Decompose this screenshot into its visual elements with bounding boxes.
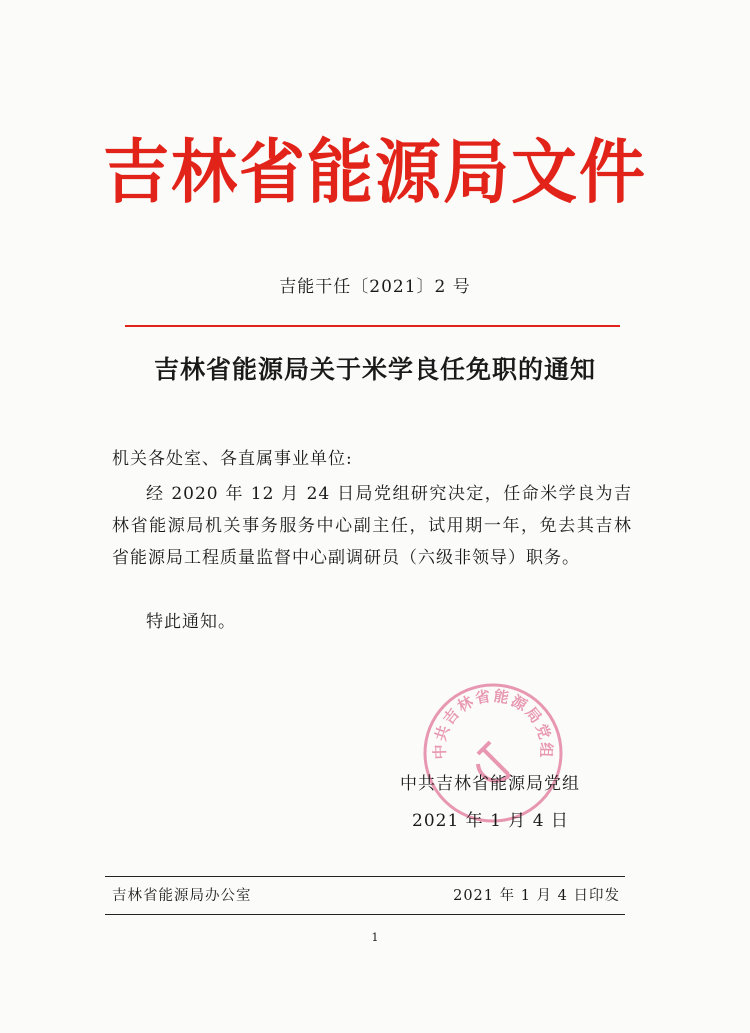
page-number: 1 <box>371 931 379 944</box>
print-date: 2021 年 1 月 4 日印发 <box>453 888 620 904</box>
footer-bottom-rule <box>105 914 625 915</box>
signing-date: 2021 年 1 月 4 日 <box>412 811 569 831</box>
document-masthead: 吉林省能源局文件 <box>103 132 647 213</box>
addressee-line: 机关各处室、各直属事业单位: <box>112 449 353 469</box>
red-divider-line <box>125 325 620 327</box>
document-number: 吉能干任〔2021〕2 号 <box>279 277 471 297</box>
footer-top-rule <box>105 876 625 877</box>
issuing-office: 吉林省能源局办公室 <box>112 888 252 904</box>
signing-organization: 中共吉林省能源局党组 <box>400 774 580 794</box>
document-title: 吉林省能源局关于米学良任免职的通知 <box>153 355 596 384</box>
svg-text:中共吉林省能源局党组: 中共吉林省能源局党组 <box>430 686 556 760</box>
closing-line: 特此通知。 <box>146 612 236 632</box>
body-paragraph: 经 2020 年 12 月 24 日局党组研究决定，任命米学良为吉林省能源局机关事务服务中心副主任，试用期一年，免去其吉林省能源局工程质量监督中心副调研员（六级非领导）职务。 <box>112 484 632 568</box>
